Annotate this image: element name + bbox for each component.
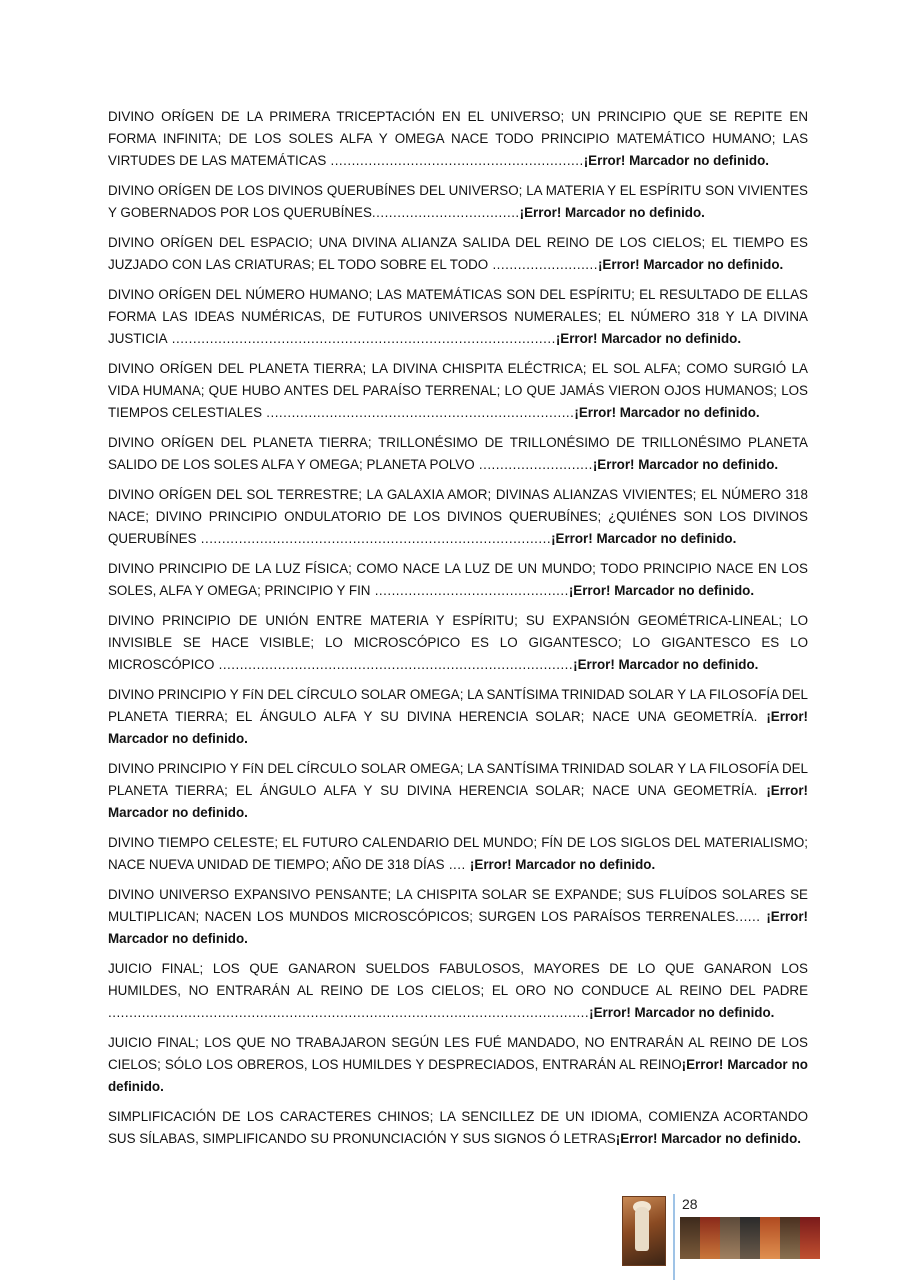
toc-entry-leader: ............................................................ — [326, 153, 584, 168]
toc-entry-title: JUICIO FINAL; LOS QUE NO TRABAJARON SEGÚN LES FUÉ MANDADO, NO ENTRARÁN AL REINO DE LOS CIELOS; SÓLO LOS OBREROS, LOS HUMILDES Y DESPRECIADOS, ENTRARÁN AL REINO — [108, 1035, 808, 1072]
toc-entry-title: DIVINO UNIVERSO EXPANSIVO PENSANTE; LA CHISPITA SOLAR SE EXPANDE; SUS FLUÍDOS SOLARES SE MULTIPLICAN; NACEN LOS MUNDOS MICROSCÓPICOS; SURGEN LOS PARAÍSOS TERRENALES — [108, 887, 808, 924]
toc-entry-title: DIVINO PRINCIPIO Y FíN DEL CÍRCULO SOLAR OMEGA; LA SANTÍSIMA TRINIDAD SOLAR Y LA FILOSOFÍA DEL PLANETA TIERRA; EL ÁNGULO ALFA Y SU DIVINA HERENCIA SOLAR; NACE UNA GEOMETRÍA — [108, 687, 808, 724]
toc-entry-leader: ......................................................................... — [262, 405, 575, 420]
toc-entry-title: JUICIO FINAL; LOS QUE GANARON SUELDOS FABULOSOS, MAYORES DE LO QUE GANARON LOS HUMILDES, NO ENTRARÁN AL REINO DE LOS CIELOS; EL ORO NO CONDUCE AL REINO DEL PADRE — [108, 961, 808, 998]
footer-figure-image — [622, 1196, 666, 1266]
toc-entry-title: DIVINO PRINCIPIO Y FíN DEL CÍRCULO SOLAR OMEGA; LA SANTÍSIMA TRINIDAD SOLAR Y LA FILOSOFÍA DEL PLANETA TIERRA; EL ÁNGULO ALFA Y SU DIVINA HERENCIA SOLAR; NACE UNA GEOMETRÍA — [108, 761, 808, 798]
toc-entry-leader: ........................................................................................... — [167, 331, 556, 346]
strip-tile — [680, 1217, 700, 1259]
toc-entry-title: DIVINO ORÍGEN DEL NÚMERO HUMANO; LAS MATEMÁTICAS SON DEL ESPÍRITU; EL RESULTADO DE ELLAS FORMA LAS IDEAS NUMÉRICAS, DE FUTUROS UNIVERSOS NUMERALES; EL NÚMERO 318 Y LA DIVINA JUSTICIA — [108, 287, 808, 346]
toc-entry-title: DIVINO PRINCIPIO DE LA LUZ FÍSICA; COMO NACE LA LUZ DE UN MUNDO; TODO PRINCIPIO NACE EN LOS SOLES, ALFA Y OMEGA; PRINCIPIO Y FIN — [108, 561, 808, 598]
page-number: 28 — [682, 1196, 698, 1212]
toc-entry-title: DIVINO TIEMPO CELESTE; EL FUTURO CALENDARIO DEL MUNDO; FÍN DE LOS SIGLOS DEL MATERIALISMO; NACE NUEVA UNIDAD DE TIEMPO; AÑO DE 318 DÍAS — [108, 835, 808, 872]
strip-tile — [780, 1217, 800, 1259]
toc-entry-title: DIVINO ORÍGEN DEL PLANETA TIERRA; TRILLONÉSIMO DE TRILLONÉSIMO DE TRILLONÉSIMO PLANETA SALIDO DE LOS SOLES ALFA Y OMEGA; PLANETA POLVO — [108, 435, 808, 472]
toc-entry[interactable] — [108, 232, 808, 276]
toc-entry-title: SIMPLIFICACIÓN DE LOS CARACTERES CHINOS; LA SENCILLEZ DE UN IDIOMA, COMIENZA ACORTANDO SUS SÍLABAS, SIMPLIFICANDO SU PRONUNCIACIÓN Y SUS SIGNOS Ó LETRAS — [108, 1109, 808, 1146]
toc-entry-leader: ........................... — [474, 457, 593, 472]
toc-entry-page-ref: ¡Error! Marcador no definido. — [108, 1057, 808, 1094]
toc-entry[interactable] — [108, 106, 808, 172]
toc-entry[interactable] — [108, 684, 808, 750]
toc-entry-page-ref: ¡Error! Marcador no definido. — [551, 531, 737, 546]
toc-entry[interactable] — [108, 358, 808, 424]
toc-entry-page-ref: ¡Error! Marcador no definido. — [597, 257, 784, 272]
toc-entry[interactable] — [108, 1032, 808, 1098]
strip-tile — [740, 1217, 760, 1259]
toc-entry[interactable] — [108, 432, 808, 476]
toc-entry-title: DIVINO PRINCIPIO DE UNIÓN ENTRE MATERIA Y ESPÍRITU; SU EXPANSIÓN GEOMÉTRICA-LINEAL; LO INVISIBLE SE HACE VISIBLE; LO MICROSCÓPICO ES LO GIGANTESCO; LO GIGANTESCO ES LO MICROSCÓPICO — [108, 613, 808, 672]
toc-entry-page-ref: ¡Error! Marcador no definido. — [469, 857, 656, 872]
toc-entry-leader: ......................... — [488, 257, 598, 272]
strip-tile — [760, 1217, 780, 1259]
toc-entry-page-ref: ¡Error! Marcador no definido. — [615, 1131, 801, 1146]
toc-entry-title: DIVINO ORÍGEN DEL SOL TERRESTRE; LA GALAXIA AMOR; DIVINAS ALIANZAS VIVIENTES; EL NÚMERO 318 NACE; DIVINO PRINCIPIO ONDULATORIO DE LOS DIVINOS QUERUBÍNES; ¿QUIÉNES SON LOS DIVINOS QUERUBÍNES — [108, 487, 808, 546]
toc-entry-page-ref: ¡Error! Marcador no definido. — [108, 783, 808, 820]
toc-entry-leader: ...... — [735, 909, 767, 924]
toc-entry-leader: .............................................. — [370, 583, 569, 598]
toc-entry[interactable] — [108, 180, 808, 224]
toc-entry-title: DIVINO ORÍGEN DE LOS DIVINOS QUERUBÍNES DEL UNIVERSO; LA MATERIA Y EL ESPÍRITU SON VIVIENTES Y GOBERNADOS POR LOS QUERUBÍNES — [108, 183, 808, 220]
toc-entry-page-ref: ¡Error! Marcador no definido. — [555, 331, 742, 346]
toc-entry-leader: .................................................................................................................. — [108, 1005, 590, 1020]
strip-tile — [720, 1217, 740, 1259]
footer-image-strip — [680, 1217, 820, 1259]
strip-tile — [800, 1217, 820, 1259]
toc-entry-leader: ................................... — [371, 205, 520, 220]
toc-entry[interactable] — [108, 558, 808, 602]
toc-entry[interactable] — [108, 758, 808, 824]
toc-entry-page-ref: ¡Error! Marcador no definido. — [108, 709, 808, 746]
toc-entry-title: DIVINO ORÍGEN DEL ESPACIO; UNA DIVINA ALIANZA SALIDA DEL REINO DE LOS CIELOS; EL TIEMPO ES JUZJADO CON LAS CRIATURAS; EL TODO SOBRE EL TODO — [108, 235, 808, 272]
figure-body-shape — [635, 1207, 649, 1251]
table-of-contents — [108, 106, 808, 1158]
toc-entry-page-ref: ¡Error! Marcador no definido. — [108, 909, 808, 946]
toc-entry[interactable] — [108, 832, 808, 876]
toc-entry[interactable] — [108, 610, 808, 676]
toc-entry-page-ref: ¡Error! Marcador no definido. — [519, 205, 705, 220]
toc-entry-page-ref: ¡Error! Marcador no definido. — [574, 405, 760, 420]
toc-entry-title: DIVINO ORÍGEN DE LA PRIMERA TRICEPTACIÓN EN EL UNIVERSO; UN PRINCIPIO QUE SE REPITE EN FORMA INFINITA; DE LOS SOLES ALFA Y OMEGA NACE TODO PRINCIPIO MATEMÁTICO HUMANO; LAS VIRTUDES DE LAS MATEMÁTICAS — [108, 109, 808, 168]
toc-entry[interactable] — [108, 884, 808, 950]
toc-entry-leader: .................................................................................... — [214, 657, 574, 672]
strip-tile — [700, 1217, 720, 1259]
toc-entry[interactable] — [108, 284, 808, 350]
toc-entry-leader: . — [753, 709, 767, 724]
toc-entry-page-ref: ¡Error! Marcador no definido. — [583, 153, 769, 168]
toc-entry-leader: ................................................................................... — [196, 531, 552, 546]
toc-entry-page-ref: ¡Error! Marcador no definido. — [573, 657, 759, 672]
toc-entry-page-ref: ¡Error! Marcador no definido. — [592, 457, 779, 472]
toc-entry-page-ref: ¡Error! Marcador no definido. — [568, 583, 755, 598]
toc-entry[interactable] — [108, 1106, 808, 1150]
toc-entry[interactable] — [108, 484, 808, 550]
footer-divider — [673, 1194, 675, 1280]
toc-entry-page-ref: ¡Error! Marcador no definido. — [589, 1005, 775, 1020]
toc-entry-title: DIVINO ORÍGEN DEL PLANETA TIERRA; LA DIVINA CHISPITA ELÉCTRICA; EL SOL ALFA; COMO SURGIÓ LA VIDA HUMANA; QUE HUBO ANTES DEL PARAÍSO TERRENAL; LO QUE JAMÁS VIERON OJOS HUMANOS; LOS TIEMPOS CELESTIALES — [108, 361, 808, 420]
toc-entry-leader: .... — [444, 857, 470, 872]
toc-entry-leader: . — [753, 783, 767, 798]
toc-entry[interactable] — [108, 958, 808, 1024]
